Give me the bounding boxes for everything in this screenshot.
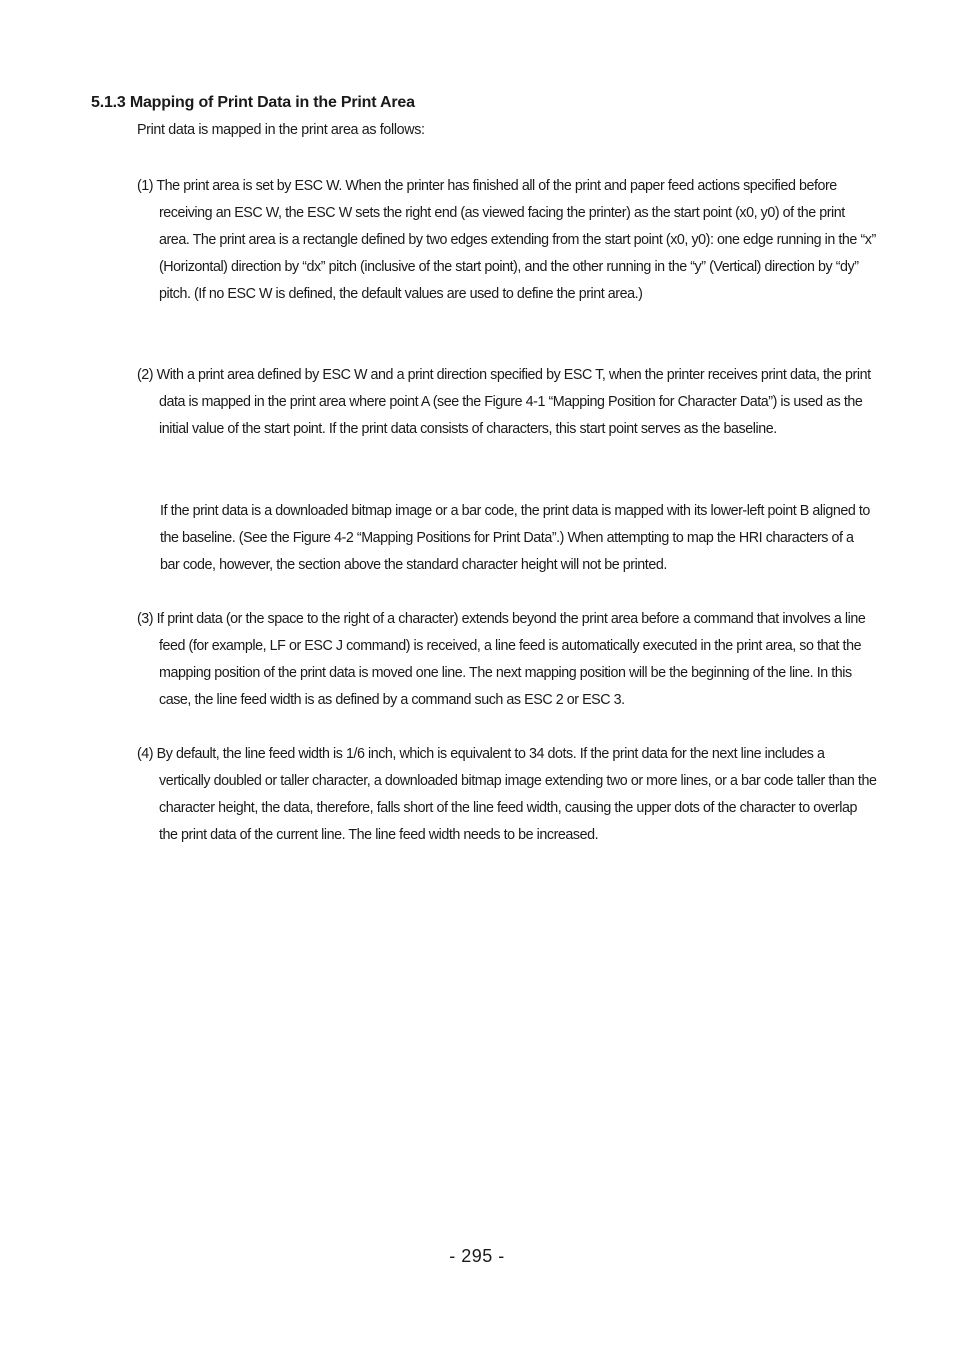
paragraph-2: (2) With a print area defined by ESC W and a print direction specified by ESC T, when the printer receives print data, the print data is mapped in the print area where point A (see the Figure 4-1 “Mapping Position for Character Data”) is used as the initial value of the start point. If the print data consists of characters, this start point serves as the baseline. xyxy=(137,367,871,438)
paragraph-4: (4) By default, the line feed width is 1/6 inch, which is equivalent to 34 dots. If the print data for the next line includes a vertically doubled or taller character, a downloaded bitmap image extending two or more lines, or a bar code taller than the character height, the data, therefore, falls short of the line feed width, causing the upper dots of the character to overlap the print data of the current line. The line feed width needs to be increased. xyxy=(137,746,877,844)
page-number: - 295 - xyxy=(449,1246,505,1266)
paragraph-2-continuation: If the print data is a downloaded bitmap image or a bar code, the print data is mapped with its lower-left point B aligned to the baseline. (See the Figure 4-2 “Mapping Positions for Print Data”.) When attempting to map the HRI characters of a bar code, however, the section above the standard character height will not be printed. xyxy=(160,503,870,574)
section-intro: Print data is mapped in the print area as follows: xyxy=(137,122,425,138)
paragraph-1: (1) The print area is set by ESC W. When the printer has finished all of the print and paper feed actions specified before receiving an ESC W, the ESC W sets the right end (as viewed facing the printer) as the start point (x0, y0) of the print area. The print area is a rectangle defined by two edges extending from the start point (x0, y0): one edge running in the “x” (Horizontal) direction by “dx” pitch (inclusive of the start point), and the other running in the “y” (Vertical) direction by “dy” pitch. (If no ESC W is defined, the default values are used to define the print area.) xyxy=(137,178,876,303)
paragraph-3: (3) If print data (or the space to the right of a character) extends beyond the print area before a command that involves a line feed (for example, LF or ESC J command) is received, a line feed is automatically executed in the print area, so that the mapping position of the print data is moved one line. The next mapping position will be the beginning of the line. In this case, the line feed width is as defined by a command such as ESC 2 or ESC 3. xyxy=(137,611,866,709)
section-heading: 5.1.3 Mapping of Print Data in the Print Area xyxy=(91,94,415,111)
